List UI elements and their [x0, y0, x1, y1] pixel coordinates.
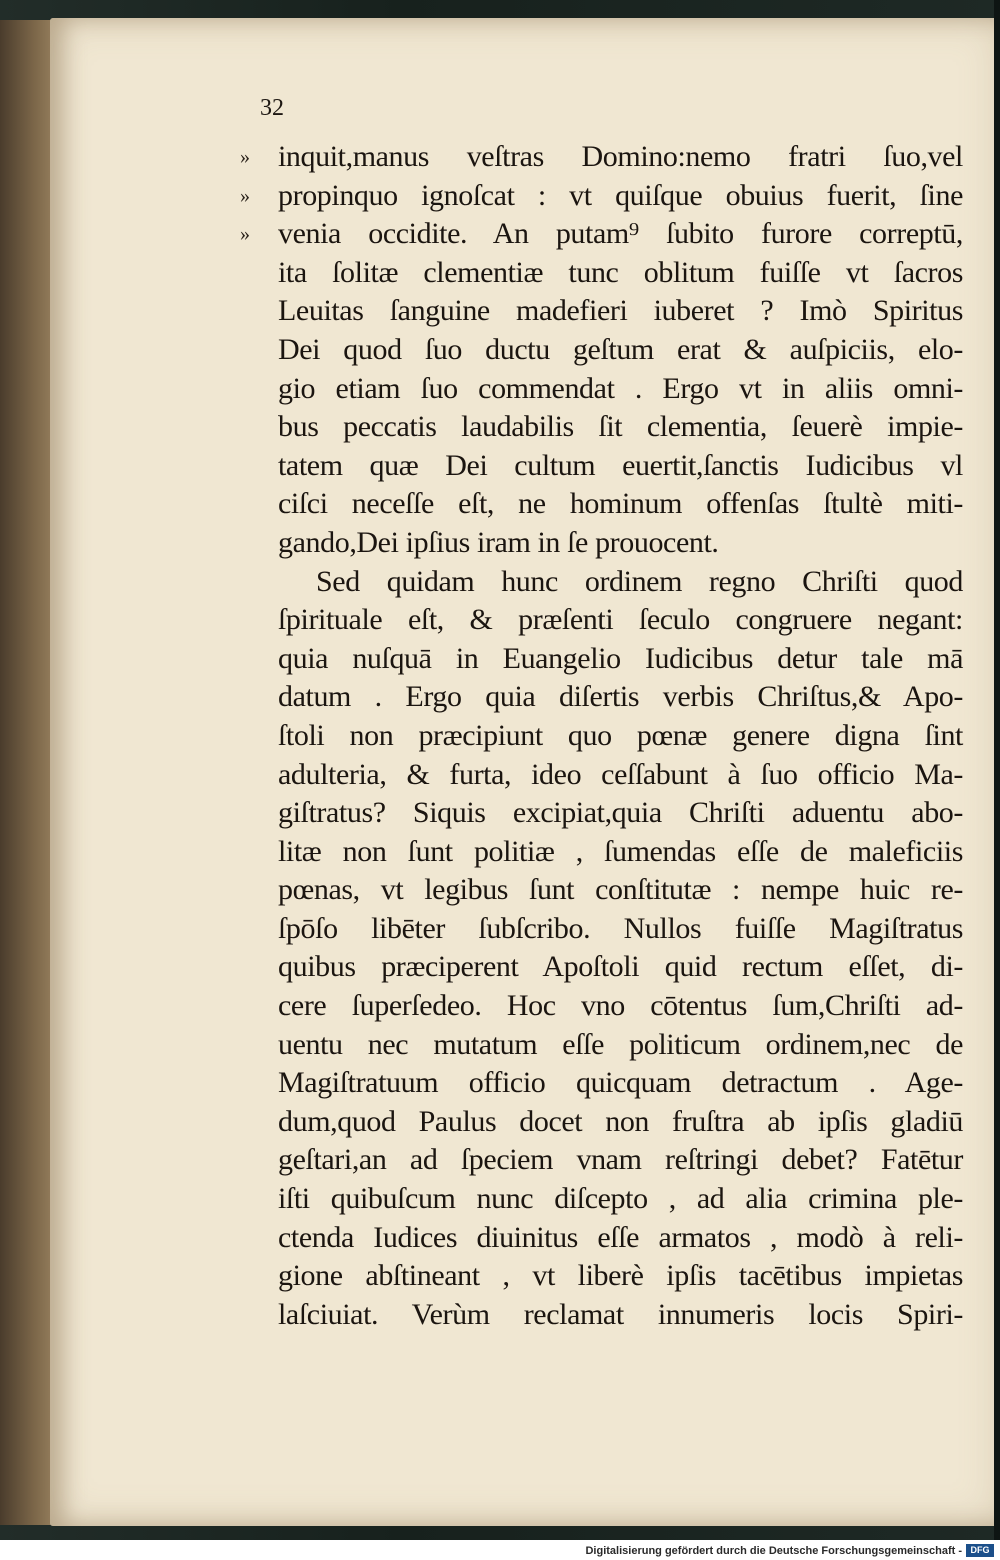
line-text: inquit,manus veſtras Domino:nemo fratri ſuo,vel — [278, 140, 963, 173]
text-line: cere ſuperſedeo. Hoc vno cōtentus ſum,Chriſti ad- — [278, 989, 963, 1023]
right-edge-strip — [994, 0, 1000, 1540]
funding-notice: Digitalisierung gefördert durch die Deutsche Forschungsgemeinschaft - — [585, 1545, 962, 1557]
text-line: bus peccatis laudabilis ſit clementia, ſeuerè impie- — [278, 410, 963, 444]
page-number: 32 — [260, 95, 284, 121]
text-line: ſpōſo libēter ſubſcribo. Nullos fuiſſe Magiſtratus — [278, 911, 963, 945]
text-line: ſpirituale eſt, & præſenti ſeculo congruere negant: — [278, 603, 963, 637]
text-line: ctenda Iudices diuinitus eſſe armatos , modò à reli- — [278, 1220, 963, 1254]
text-line: litæ non ſunt politiæ , ſumendas eſſe de maleficiis — [278, 834, 963, 868]
text-line: iſti quibuſcum nunc diſcepto , ad alia crimina ple- — [278, 1182, 963, 1216]
text-line: dum,quod Paulus docet non fruſtra ab ipſis gladiū — [278, 1104, 963, 1138]
line-text: venia occidite. An putam⁹ ſubito furore correptū, — [278, 217, 963, 251]
text-line: ciſci neceſſe eſt, ne hominum offenſas ſtultè miti- — [278, 487, 963, 521]
text-line: ita ſolitæ clementiæ tunc oblitum fuiſſe vt ſacros — [278, 255, 963, 289]
text-line: giſtratus? Siquis excipiat,quia Chriſti aduentu abo- — [278, 796, 963, 830]
footer-bar — [0, 1540, 1000, 1560]
text-line: pœnas, vt legibus ſunt conſtitutæ : nempe huic re- — [278, 873, 963, 907]
text-line: laſciuiat. Verùm reclamat innumeris locis Spiri- — [278, 1297, 963, 1331]
text-line: uentu nec mutatum eſſe politicum ordinem,nec de — [278, 1027, 963, 1061]
text-line: gando,Dei ipſius iram in ſe prouocent. — [278, 525, 719, 559]
text-line: geſtari,an ad ſpeciem vnam reſtringi debet? Fatētur — [278, 1143, 963, 1177]
text-line: tatem quæ Dei cultum euertit,ſanctis Iudicibus vl — [278, 448, 963, 482]
text-line: ſtoli non præcipiunt quo pœnæ genere digna ſint — [278, 718, 963, 752]
quotation-mark: » — [240, 223, 250, 246]
line-text: propinquo ignoſcat : vt quiſque obuius fuerit, ſine — [278, 178, 963, 212]
text-line: datum . Ergo quia diſertis verbis Chriſtus,& Apo- — [278, 680, 963, 714]
text-line: Magiſtratuum officio quicquam detractum . Age- — [278, 1066, 963, 1100]
page-text — [240, 138, 963, 1334]
text-line: Leuitas ſanguine madefieri iuberet ? Imò Spiritus — [278, 294, 963, 328]
paragraph-first-line: Sed quidam hunc ordinem regno Chriſti quod — [316, 564, 963, 598]
text-line: gio etiam ſuo commendat . Ergo vt in aliis omni- — [278, 371, 963, 405]
text-line — [240, 177, 963, 216]
text-line — [240, 215, 963, 254]
text-line: quia nuſquā in Euangelio Iudicibus detur tale mā — [278, 641, 963, 675]
dfg-logo: DFG — [966, 1544, 994, 1557]
text-line: gione abſtineant , vt liberè ipſis tacētibus impietas — [278, 1259, 963, 1293]
quotation-mark: » — [240, 184, 250, 207]
quotation-mark: » — [240, 146, 250, 168]
text-line: quibus præciperent Apoſtoli quid rectum eſſet, di- — [278, 950, 963, 984]
text-line — [240, 138, 963, 177]
text-line: adulteria, & furta, ideo ceſſabunt à ſuo officio Ma- — [278, 757, 963, 791]
text-line: Dei quod ſuo ductu geſtum erat & auſpiciis, elo- — [278, 332, 963, 366]
